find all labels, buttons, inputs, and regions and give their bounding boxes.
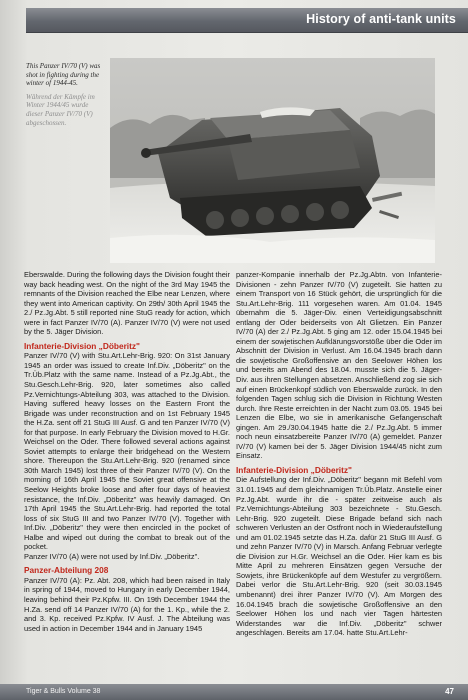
section-heading: Infanterie-Division „Döberitz" (24, 340, 140, 351)
paragraph: Panzer IV/70 (V) with Stu.Art.Lehr-Brig. 920: On 31st January 1945 an order was issued to create Inf.Div. „Döberitz" on the Tr.Üb.Platz with the same name. Instead of a Pz.Jg.Abt., the Stu.Gesch.Lehr-Brig. 920, later sometimes also called Pz.Vernichtungs-Abteilung 303, was attached to the Division. Having suffered heavy losses on the Eastern Front the Brigade was under reconstruction and on 1st February 1945 the H.Za. sent off 21 StuG III Ausf. G and ten Panzer IV/70 (V) for that purpose. In early February the Division moved to H.Gr. Weichsel on the Oder. There followed several actions against Soviet attempts to enlarge their bridgehead on the Western shore. Thereupon the Stu.Art.Lehr-Brig. 920 (renamed since 30th March 1945) lost three of their Panzer IV/70 (V). On the morning of 16th April 1945 the Soviet great offensive at the Seelow Heights broke loose and after four days of heaviest resistance, the Inf.Div. „Döberitz" was heavily damaged. On 17th April 1945 the Stu.Art.Lehr-Brig. had reported the total loss of six StuG III and two Panzer IV/70 (V). Together with Inf.Div. „Döberitz" they were then encircled in the pocket of Halbe and wiped out during the combat to break out of the pocket. (24, 351, 230, 552)
section-heading: Panzer-Abteilung 208 (24, 565, 109, 576)
footer-publication: Tiger & Bulls Volume 38 (26, 688, 101, 695)
section-title: History of anti-tank units (306, 12, 456, 26)
section-heading: Infanterie-Division „Döberitz" (236, 464, 352, 475)
paragraph: Eberswalde. During the following days the Division fought their way back heading west. On the night of the 3rd May 1945 the remnants of the Division reached the Elbe near Lenzen, where they went into American captivity. On 29th/ 30th April 1945 the 2./ Pz.Jg.Abt. 5 still reported nine StuG ready for action, which were in fact Panzer IV/70 (A). Panzer IV/70 (V) were not used by the 5. Jäger Division. (24, 270, 230, 337)
paragraph: Panzer IV/70 (A) were not used by Inf.Div. „Döberitz". (24, 551, 200, 561)
paragraph: Die Aufstellung der Inf.Div. „Döberitz" begann mit Befehl vom 31.01.1945 auf dem gleichnamigen Tr.Üb.Platz. Anstelle einer Pz.Jg.Abt. wurde ihr die - später zeitweise auch als Pz.Vernichtungs-Abteilung 303 bezeichnete - Stu.Gesch. Lehr-Brig. 920 zugeteilt. Diese Brigade befand sich nach schweren Verlusten an der Ostfront noch in Wiederaufstellung und am 01.02.1945 setzte das H.Za. dafür 21 StuG III Ausf. G und zehn Panzer IV/70 (V) in Marsch. Anfang Februar verlegte die Division zur H.Gr. Weichsel an die Oder. Hier kam es bis Mitte April zu mehreren Einsätzen gegen Versuche der Sowjets, ihre Brückenköpfe auf dem Westufer zu vergrößern. Dabei verlor die Stu.Art.Lehr-Brig. 920 (seit 30.03.1945 umbenannt) drei ihrer Panzer IV/70 (V). Am Morgen des 16.04.1945 brach die sowjetische Großoffensive an den Seelower Höhen los und nach vier Tagen härtesten Widerstandes war die Inf.Div. „Döberitz" schwer angeschlagen. Bereits am 17.04. hatte Stu.Art.Lehr- (236, 475, 442, 638)
photo-caption (26, 62, 106, 127)
caption-german: Während der Kämpfe im Winter 1944/45 wurde dieser Panzer IV/70 (V) abgeschossen. (26, 92, 95, 127)
destroyed-tank-image (110, 58, 435, 263)
paragraph: Panzer IV/70 (A): Pz. Abt. 208, which had been raised in Italy in spring of 1944, moved to Hungary in early December 1944, leaving behind their Pz.Kpfw. III. On 19th December 1944 the H.Za. send off 14 Panzer IV/70 (A) for the 1. Kp., while the 2. and 3. Kp. received Pz.Kpfw. IV Ausf. J. The Abteilung was used in action in December 1944 and in January 1945 (24, 575, 230, 633)
right-column-text (236, 270, 442, 638)
left-column-text (24, 270, 230, 633)
page-number: 47 (445, 687, 454, 696)
tank-photo (110, 58, 435, 263)
caption-english: This Panzer IV/70 (V) was shot in fighting during the winter of 1944-45. (26, 62, 101, 88)
paragraph: panzer-Kompanie innerhalb der Pz.Jg.Abtn. von Infanterie-Divisionen - zehn Panzer IV/70 (V) zugeteilt. Sie hatten zu einem Transport von 16 Stück gehört, die ursprünglich für die Stu.Art.Lehr-Brig. 111 vorgesehen waren. Am 01.04. 1945 übernahm die 5. Jäger-Div. einen Verteidigungsabschnitt entlang der Oder beiderseits von Alt Glietzen. Ein Panzer IV/70 (A) der 2./ Pz.Jg.Abt. 5 ging am 12. oder 15.04.1945 bei einem der sowjetischen Aufklärungsvorstöße über die Oder im Abschnitt der Division in Verlust. Am 16.04.1945 brach dann die sowjetische Großoffensive an den Seelower Höhen los und bereits am Abend des 18.04. musste sich die 5. Jäger-Div. aus ihren Stellungen absetzen. Anschließend zog sie sich auf einen Brückenkopf südlich von Eberswalde zurück. In den folgenden Tagen schlug sich die Division in Richtung Westen durch. Ihre Reste erreichten in der Nacht zum 03.05. 1945 bei Lenzen die Elbe, wo sie in amerikanische Gefangenschaft gingen. Am 29./30.04.1945 hatte die 2./ Pz.Jg.Abt. 5 immer noch neun einsatzbereite Panzer IV/70 (A) gemeldet. Panzer IV/70 (V) kamen bei der 5. Jäger Division 1944/45 nicht zum Einsatz. (236, 270, 442, 461)
section-header-bar (26, 8, 468, 33)
page-footer (0, 684, 468, 700)
